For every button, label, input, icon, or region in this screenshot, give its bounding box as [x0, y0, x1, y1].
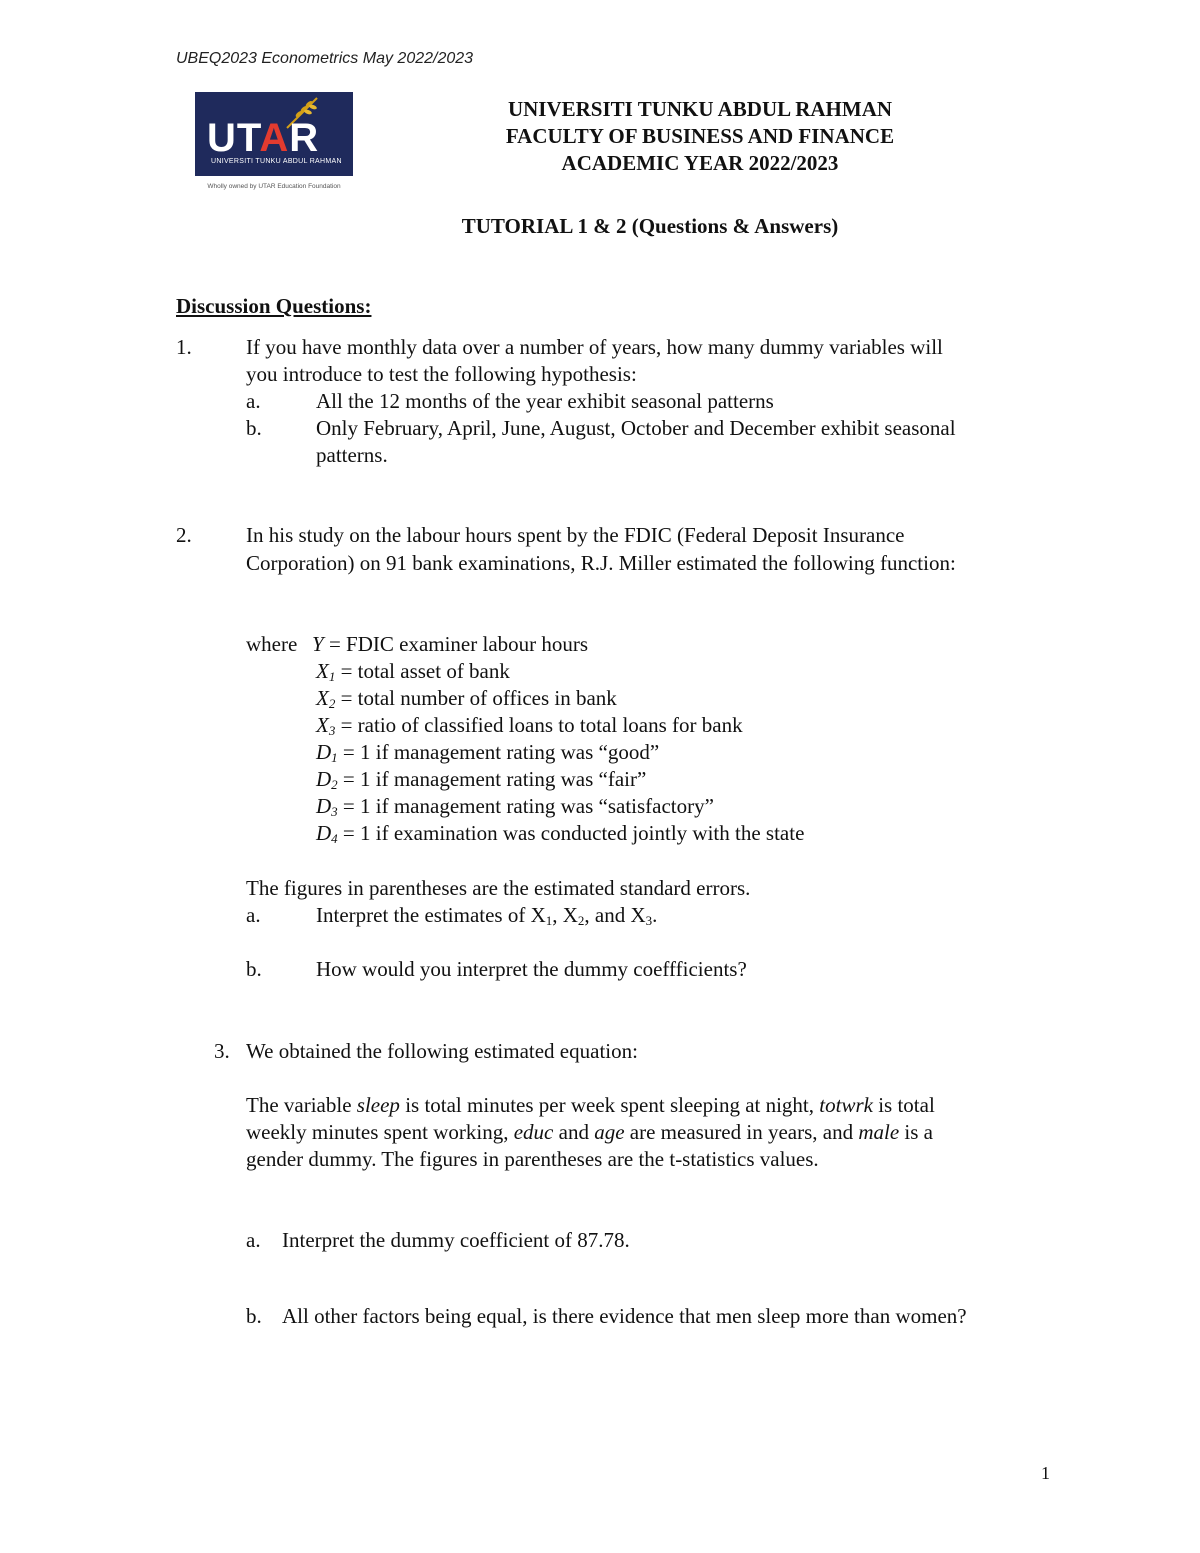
- academic-year: ACADEMIC YEAR 2022/2023: [561, 151, 839, 175]
- q2-b-text: How would you interpret the dummy coeffficients?: [316, 957, 747, 981]
- q3-number: 3.: [214, 1039, 230, 1063]
- section-heading: Discussion Questions:: [176, 294, 372, 318]
- q2-a-label: a.: [246, 903, 261, 927]
- running-header: UBEQ2023 Econometrics May 2022/2023: [176, 50, 474, 67]
- q2-where: where: [246, 632, 298, 656]
- q3-intro: We obtained the following estimated equation:: [246, 1039, 638, 1063]
- q2-note: The figures in parentheses are the estimated standard errors.: [246, 876, 751, 900]
- q3-para-line2: weekly minutes spent working, educ and age are measured in years, and male is a: [246, 1120, 933, 1144]
- q2-line2: Corporation) on 91 bank examinations, R.J. Miller estimated the following function:: [246, 551, 956, 575]
- q2-def-d2: $D_2 = 1$ if management rating was “fair”: [316, 767, 647, 792]
- q2-def-x2: $X_2$ = total number of offices in bank: [316, 686, 617, 711]
- q2-def-d1: $D_1 = 1$ if management rating was “good”: [316, 740, 660, 765]
- q2-def-x1: $X_1$ = total asset of bank: [316, 659, 510, 684]
- q1-a-label: a.: [246, 389, 261, 413]
- q2-a-text: Interpret the estimates of $X_1$, $X_2$, and $X_3$.: [316, 903, 658, 928]
- q3-para-line3: gender dummy. The figures in parentheses are the t-statistics values.: [246, 1147, 819, 1171]
- tutorial-title: TUTORIAL 1 & 2 (Questions & Answers): [461, 214, 839, 238]
- logo-tagline: Wholly owned by UTAR Education Foundation: [207, 183, 341, 190]
- q2-b-label: b.: [246, 957, 262, 981]
- q1-b-label: b.: [246, 416, 262, 440]
- q1-b-line2: patterns.: [316, 443, 388, 467]
- faculty-name: FACULTY OF BUSINESS AND FINANCE: [505, 124, 895, 148]
- q1-line2: you introduce to test the following hypothesis:: [246, 362, 637, 386]
- q3-a-text: Interpret the dummy coefficient of 87.78.: [282, 1228, 630, 1252]
- utar-logo: [195, 92, 353, 207]
- q1-number: 1.: [176, 335, 192, 359]
- q1-line1: If you have monthly data over a number of years, how many dummy variables will: [246, 335, 943, 359]
- q2-def-y: Y = FDIC examiner labour hours: [312, 632, 589, 656]
- q3-a-label: a.: [246, 1228, 261, 1252]
- q2-def-d3: $D_3 = 1$ if management rating was “satisfactory”: [316, 794, 714, 819]
- logo-subtitle: UNIVERSITI TUNKU ABDUL RAHMAN: [211, 158, 342, 165]
- q2-number: 2.: [176, 523, 192, 547]
- q2-def-d4: $D_4 = 1$ if examination was conducted jointly with the state: [316, 821, 805, 846]
- q3-b-label: b.: [246, 1304, 262, 1328]
- logo-wordmark: UTAR: [207, 116, 320, 160]
- university-name: UNIVERSITI TUNKU ABDUL RAHMAN: [507, 97, 893, 121]
- q3-b-text: All other factors being equal, is there evidence that men sleep more than women?: [282, 1304, 967, 1328]
- q3-para-line1: The variable sleep is total minutes per week spent sleeping at night, totwrk is total: [246, 1093, 935, 1117]
- q2-line1: In his study on the labour hours spent by the FDIC (Federal Deposit Insurance: [246, 523, 905, 547]
- q2-def-x3: $X_3$ = ratio of classified loans to total loans for bank: [316, 713, 743, 738]
- page-number: 1: [1041, 1463, 1050, 1483]
- q1-a-text: All the 12 months of the year exhibit seasonal patterns: [316, 389, 774, 413]
- q1-b-line1: Only February, April, June, August, October and December exhibit seasonal: [316, 416, 956, 440]
